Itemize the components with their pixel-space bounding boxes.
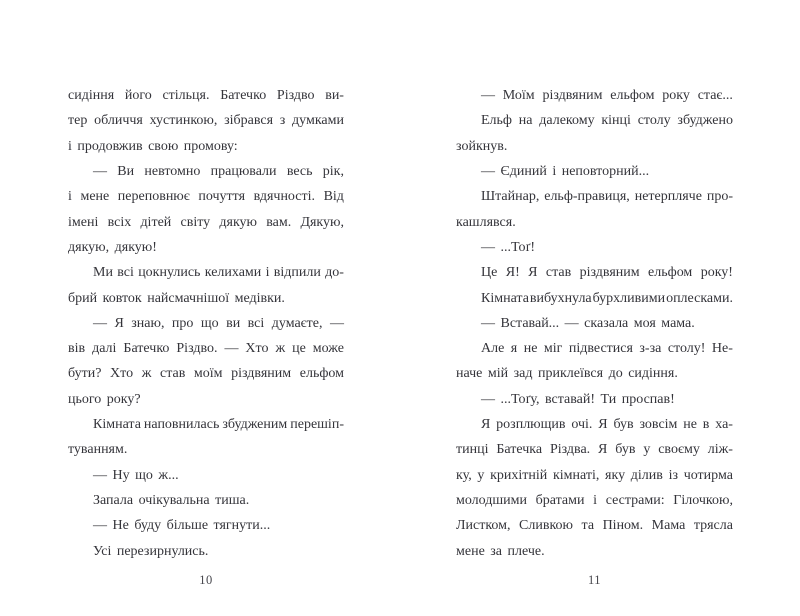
word: був: [613, 417, 634, 433]
word: я: [510, 341, 518, 357]
text-line: [456, 336, 733, 361]
text-line: зойкнув.: [456, 138, 508, 154]
word: різдвяним: [231, 366, 292, 382]
word: ха-: [715, 417, 733, 433]
text-line: кашлявся.: [456, 214, 516, 230]
word: сестрами:: [605, 493, 665, 508]
word: Штайнар,: [481, 189, 540, 205]
text-line: [68, 260, 344, 285]
word: збуджено: [677, 113, 733, 129]
word: Я: [528, 265, 538, 281]
text-line: [456, 260, 733, 285]
left-page-number: 10: [199, 573, 213, 587]
word: Від: [323, 189, 344, 205]
word: рік,: [322, 163, 344, 179]
word: ви: [226, 315, 241, 331]
word: був: [615, 442, 636, 458]
word: на: [518, 113, 533, 129]
word: чотирма: [683, 467, 733, 483]
right-page-number: 11: [587, 573, 602, 587]
word: своєму: [658, 442, 700, 458]
word: став: [159, 366, 186, 382]
word: всі: [117, 265, 134, 281]
word: зібрався: [224, 113, 274, 129]
word: Дякую,: [300, 214, 344, 230]
word: молодшими: [456, 493, 528, 508]
word: цокнулись: [138, 265, 201, 281]
word: ельфом: [610, 88, 655, 103]
word: тер: [68, 113, 88, 129]
word: і: [68, 189, 72, 205]
word: мене: [80, 189, 110, 205]
word: —: [481, 88, 495, 103]
word: зовсім: [639, 417, 678, 433]
word: міг: [543, 341, 563, 357]
text-line: туванням.: [68, 442, 128, 458]
text-line: [68, 83, 344, 108]
word: стає...: [697, 88, 733, 103]
word: та: [581, 518, 595, 534]
word: Листком,: [456, 518, 511, 534]
word: сидіння: [68, 88, 115, 103]
text-line: [68, 210, 344, 235]
text-line: [456, 108, 733, 133]
word: обличчя: [94, 113, 143, 129]
text-line: [68, 108, 344, 133]
word: із: [668, 467, 678, 483]
left-page-text: [68, 83, 344, 564]
word: ельф-правиця,: [544, 189, 630, 205]
word: про: [171, 315, 194, 331]
word: Ми: [93, 265, 113, 281]
word: Кімната: [93, 417, 141, 433]
text-line: — Ну що ж...: [93, 467, 179, 483]
word: кінці: [601, 113, 631, 129]
word: —: [93, 163, 107, 179]
word: ви-: [325, 88, 344, 103]
word: різдвяним: [579, 265, 640, 281]
word: Хто: [245, 341, 269, 357]
word: розплющив: [496, 417, 566, 433]
text-line: [456, 286, 733, 311]
word: і: [593, 493, 598, 508]
word: це: [292, 341, 306, 357]
text-line: [68, 336, 344, 361]
word: ліж-: [707, 442, 733, 458]
word: не: [523, 341, 538, 357]
word: Гілочкою,: [673, 493, 733, 508]
text-line: цього року?: [68, 391, 141, 407]
word: крихітній: [490, 467, 548, 483]
word: думками: [292, 113, 344, 129]
word: ж: [275, 341, 286, 357]
word: відпили: [273, 265, 321, 281]
word: ельфом: [299, 366, 344, 382]
word: у: [643, 442, 651, 458]
word: року!: [700, 265, 733, 281]
word: хустинкою,: [149, 113, 218, 129]
word: братами: [535, 493, 585, 508]
word: вдячності.: [253, 189, 316, 205]
word: збудженим: [222, 417, 288, 433]
word: бурхливими: [592, 290, 666, 306]
word: Але: [481, 341, 505, 357]
word: всіх: [107, 214, 132, 230]
word: Батечко: [123, 341, 170, 357]
word: всі: [247, 315, 265, 331]
text-line: [456, 83, 733, 108]
word: наповнилась: [143, 417, 220, 433]
word: дякую: [219, 214, 257, 230]
word: світу: [180, 214, 211, 230]
text-line: [456, 513, 733, 538]
word: про-: [706, 189, 733, 205]
word: ділив: [630, 467, 663, 483]
word: з-за: [639, 341, 662, 357]
word: підвестися: [568, 341, 633, 357]
word: Батечка: [496, 442, 543, 458]
word: може: [312, 341, 344, 357]
text-line: [456, 437, 733, 462]
text-line: Запала очікувальна тиша.: [93, 493, 250, 508]
word: працювали: [210, 163, 277, 179]
word: нетерпляче: [634, 189, 702, 205]
word: Піном.: [602, 518, 644, 534]
word: кімнаті,: [552, 467, 600, 483]
word: Ви: [117, 163, 135, 179]
word: далекому: [539, 113, 595, 129]
text-line: [68, 361, 344, 386]
word: ельфом: [648, 265, 693, 281]
word: в: [702, 417, 710, 433]
word: Різдво.: [176, 341, 218, 357]
word: трясла: [693, 518, 733, 534]
word: Ельф: [481, 113, 512, 129]
word: Різдво: [276, 88, 315, 103]
word: далі: [92, 341, 117, 357]
word: келихами: [204, 265, 262, 281]
word: знаю,: [131, 315, 165, 331]
word: з: [279, 113, 286, 129]
word: тинці: [456, 442, 489, 458]
text-line: [68, 184, 344, 209]
word: перешіп-: [290, 417, 344, 433]
word: вам.: [266, 214, 292, 230]
text-line: — ...Тоґ!: [481, 239, 536, 255]
text-line: і продовжив свою промову:: [68, 138, 238, 154]
text-line: [68, 412, 344, 437]
word: вибухнула: [529, 290, 592, 306]
word: Я: [114, 315, 124, 331]
text-line: — Не буду більше тягнути...: [93, 518, 271, 534]
word: його: [124, 88, 152, 103]
word: Я!: [505, 265, 520, 281]
word: імені: [68, 214, 99, 230]
word: Я: [598, 417, 608, 433]
word: бути?: [68, 366, 102, 382]
word: вів: [68, 341, 86, 357]
word: невтомно: [144, 163, 201, 179]
word: Не-: [711, 341, 733, 357]
text-line: [68, 311, 344, 336]
word: моїм: [193, 366, 223, 382]
word: столу!: [667, 341, 706, 357]
text-line: брий ковток найсмачнішої медівки.: [68, 290, 285, 306]
text-line: дякую, дякую!: [68, 239, 157, 255]
word: Хто: [110, 366, 134, 382]
word: дітей: [140, 214, 172, 230]
word: Це: [481, 265, 498, 281]
word: у: [477, 467, 485, 483]
word: до-: [325, 265, 344, 281]
word: Я: [598, 442, 608, 458]
right-page-text: [456, 83, 733, 564]
word: —: [93, 315, 107, 331]
text-line: наче мій зад приклеївся до сидіння.: [456, 366, 678, 382]
word: року: [662, 88, 690, 103]
word: —: [329, 315, 344, 331]
word: Мама: [651, 518, 686, 534]
word: почуття: [198, 189, 246, 205]
word: що: [200, 315, 219, 331]
word: весь: [286, 163, 313, 179]
text-line: [456, 184, 733, 209]
word: Кімната: [481, 290, 529, 306]
word: думаєте,: [271, 315, 323, 331]
word: Різдва.: [549, 442, 591, 458]
text-line: [456, 463, 733, 488]
text-line: Усі перезирнулись.: [93, 543, 209, 559]
word: Сливкою: [519, 518, 574, 534]
word: переповнює: [117, 189, 190, 205]
text-line: мене за плече.: [456, 543, 545, 559]
word: Я: [481, 417, 491, 433]
word: —: [224, 341, 239, 357]
word: ж: [141, 366, 152, 382]
word: стільця.: [162, 88, 210, 103]
text-line: [68, 159, 344, 184]
word: різдвяним: [542, 88, 603, 103]
word: очі.: [571, 417, 593, 433]
word: ку,: [456, 467, 472, 483]
word: і: [265, 265, 270, 281]
text-line: — Єдиний і неповторний...: [481, 163, 650, 179]
text-line: — Вставай... — сказала моя мама.: [481, 315, 695, 331]
word: яку: [605, 467, 626, 483]
word: не: [683, 417, 697, 433]
word: Моїм: [502, 88, 535, 103]
word: оплесками.: [666, 290, 733, 306]
word: Батечко: [220, 88, 267, 103]
word: став: [545, 265, 572, 281]
word: столу: [637, 113, 671, 129]
text-line: [456, 488, 733, 513]
text-line: [456, 412, 733, 437]
text-line: — ...Тоґу, вставай! Ти проспав!: [481, 391, 675, 407]
